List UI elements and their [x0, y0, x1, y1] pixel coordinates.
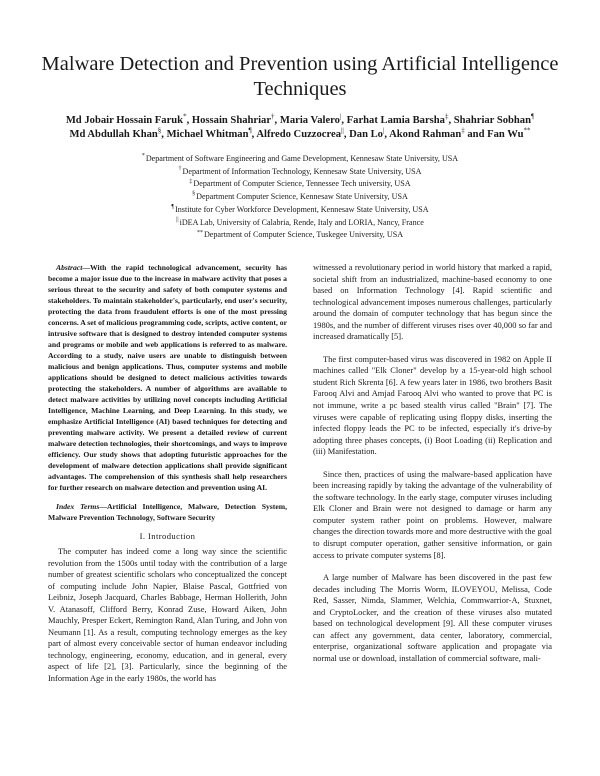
- author-affiliation-mark: ||: [341, 126, 344, 135]
- author-affiliation-mark: §: [157, 126, 162, 135]
- affiliation-text: Department of Computer Science, Tuskegee University, USA: [203, 230, 404, 240]
- index-terms: [48, 501, 287, 523]
- author-name-text: Maria Valero: [279, 115, 340, 126]
- section-heading: I. Introduction: [139, 531, 196, 541]
- index-terms-label: Index Terms: [56, 502, 100, 511]
- author-affiliation-mark: ¶: [531, 112, 535, 121]
- affiliation-mark: ||: [176, 216, 179, 223]
- author-list: Md Jobair Hossain Faruk*, Hossain Shahriar†, Maria Valero|, Farhat Lamia Barsha‡, Shahriar Sobhan¶ Md Abdullah Khan§, Michael Whitman¶, Alfredo Cuzzocrea||, Dan Lo|, Akond Rahman‡ and Fan Wu**: [65, 112, 535, 140]
- author-affiliation-mark: †: [271, 112, 275, 121]
- author-name-text: Hossain Shahriar: [191, 115, 272, 126]
- author-affiliation-mark: ‡: [461, 126, 465, 135]
- author-name: [191, 112, 275, 126]
- author-name-text: Fan Wu: [487, 129, 524, 140]
- author-name: [349, 126, 385, 140]
- author-name-text: Md Abdullah Khan: [69, 129, 158, 140]
- author-name: [166, 126, 252, 140]
- affiliation-mark: §: [192, 191, 196, 198]
- author-name-text: Md Jobair Hossain Faruk: [65, 115, 184, 126]
- affiliation-line: [30, 153, 570, 166]
- body-paragraph: Since then, practices of using the malware-based application have been increasing rapidly by taking the advantage of the vulnerability of the software technology. In the early stage, computer viruses including Elk Cloner and Brain were not designed to damage or harm any computer system rather point on problems. However, malware changes the direction towards more and more destructive with the goal to disrupt computer operation, gather sensitive information, or gain access to private computer systems [8].: [313, 468, 552, 560]
- author-name-text: Dan Lo: [349, 129, 383, 140]
- body-paragraph: witnessed a revolutionary period in world history that marked a rapid, societal shift from an industrialized, machine-based economy to one based on Information Technology [4]. Rapid scientific and technological advancement imposes numerous challenges, particularly around the domain of computer technology that has begun since the 1980s, and the number of different viruses rises over 40,000 so far and increased dramatically [5].: [313, 262, 552, 342]
- author-affiliation-mark: |: [339, 112, 342, 121]
- author-name-text: Akond Rahman: [389, 129, 462, 140]
- author-affiliation-mark: ¶: [248, 126, 252, 135]
- body-paragraph: The first computer-based virus was discovered in 1982 on Apple II machines called "Elk Cloner" develop by a 15-year-old high school student Rich Skrenta [6]. A few years later in 1986, two brothers Basit Farooq Alvi and Amjad Farooq Alvi who wanted to prove that PC is not immune, write a pc based stealth virus called "Brain" [7]. The viruses were capable of replicating using floppy disks, inserting the infected floppy leads the PC to be infected, especially it's drive-by adopting three phases concepts, (i) Boot Loading (ii) Replication and (iii) Manifestation.: [313, 353, 552, 457]
- affiliation-text: Department of Computer Science, Tennessee Tech university, USA: [193, 179, 411, 189]
- author-name: [69, 126, 162, 140]
- affiliation-mark: **: [196, 229, 203, 236]
- affiliation-list: [30, 153, 570, 242]
- author-affiliation-mark: ‡: [444, 112, 449, 121]
- author-name: [389, 126, 465, 140]
- body-paragraph: A large number of Malware has been discovered in the past few decades including The Morris Worm, ILOVEYOU, Melissa, Code Red, Sasser, Nimda, Slammer, Welchia, Commwarrior-A, Stuxnet, and CryptoLocker, and the creation of these viruses also mutated based on technological development [9]. All these computer viruses can affect any government, data center, laboratory, commercial, enterprise, organizational software application and propagate via normal use or download, installation of commercial software, mali-: [313, 572, 552, 663]
- author-name: [346, 112, 449, 126]
- affiliation-mark: †: [178, 166, 182, 173]
- affiliation-mark: *: [141, 153, 145, 160]
- author-name-text: Farhat Lamia Barsha: [346, 115, 445, 126]
- affiliation-line: [30, 204, 570, 217]
- affiliation-text: Department Computer Science, Kennesaw State University, USA: [196, 192, 408, 202]
- author-affiliation-mark: |: [382, 126, 385, 135]
- author-name: [256, 126, 344, 140]
- author-name-text: Shahriar Sobhan: [453, 115, 531, 126]
- author-name: [279, 112, 342, 126]
- affiliation-line: [30, 178, 570, 191]
- affiliation-text: Department of Software Engineering and Game Development, Kennesaw State University, USA: [145, 154, 459, 163]
- affiliation-line: [30, 191, 570, 204]
- affiliation-line: [30, 229, 570, 242]
- author-name-text: Michael Whitman: [166, 129, 249, 140]
- affiliation-text: Department of Information Technology, Kennesaw State University, USA: [182, 166, 422, 176]
- index-terms-text: —Artificial Intelligence, Malware, Detection System, Malware Prevention Technology, Software Security: [48, 502, 287, 522]
- affiliation-mark: ¶: [171, 204, 175, 211]
- author-name: [65, 112, 187, 126]
- paper-title: Malware Detection and Prevention using Artificial Intelligence Techniques: [41, 53, 559, 100]
- author-name-text: Alfredo Cuzzocrea: [256, 129, 342, 140]
- affiliation-text: Institute for Cyber Workforce Development, Kennesaw State University, USA: [175, 204, 429, 214]
- affiliation-text: iDEA Lab, University of Calabria, Rende, Italy and LORIA, Nancy, France: [179, 217, 424, 227]
- author-affiliation-mark: *: [183, 112, 187, 121]
- left-column: [48, 262, 287, 693]
- affiliation-line: [30, 166, 570, 179]
- abstract-label: Abstract: [56, 263, 83, 272]
- abstract-text: —With the rapid technological advancement, security has become a major issue due to the increase in malware activity that poses a serious threat to the security and safety of both computer systems and stakeholders. To maintain stakeholder's, particularly, end user's security, protecting the data from fraudulent efforts is one of the most pressing concerns. A set of malicious programming code, scripts, active content, or intrusive software that is designed to destroy intended computer systems and programs or mobile and web applications is referred to as malware. According to a study, naive users are unable to distinguish between malicious and benign applications. Thus, computer systems and mobile applications should be designed to detect malicious activities towards protecting the stakeholders. A number of algorithms are available to detect malware activities by utilizing novel concepts including Artificial Intelligence, Machine Learning, and Deep Learning. In this study, we emphasize Artificial Intelligence (AI) based techniques for detecting and preventing malware activity. We present a detailed review of current malware detection technologies, their shortcomings, and ways to improve efficiency. Our study shows that adopting futuristic approaches for the development of malware detection applications shall provide significant advantages. The comprehension of this synthesis shall help researchers for further research on malware detection and prevention using AI.: [48, 263, 287, 492]
- right-column: [313, 262, 552, 676]
- author-affiliation-mark: **: [523, 126, 531, 135]
- author-name: [487, 126, 531, 140]
- affiliation-mark: ‡: [189, 178, 193, 185]
- author-name: [453, 112, 535, 126]
- affiliation-line: [30, 217, 570, 230]
- abstract: [48, 262, 287, 493]
- body-paragraph: The computer has indeed come a long way since the scientific revolution from the 1500s until today with the contribution of a large number of greatest scientific scholars who conceptualized the concept of computing include John Napier, Blaise Pascal, Gottfried von Leibniz, Joseph Jacquard, Charles Babbage, Herman Hollerith, John V. Atanasoff, Clifford Berry, Konrad Zuse, Howard Aiken, John Mauchly, Presper Eckert, Remington Rand, Alan Turing, and John von Neumann [1]. As a result, computing technology emerges as the key part of almost every conceivable sector of human endeavor including technology, engineering, economy, education, and in general, every aspect of life [2], [3]. Particularly, since the beginning of the Information Age in the early 1980s, the world has: [48, 546, 287, 684]
